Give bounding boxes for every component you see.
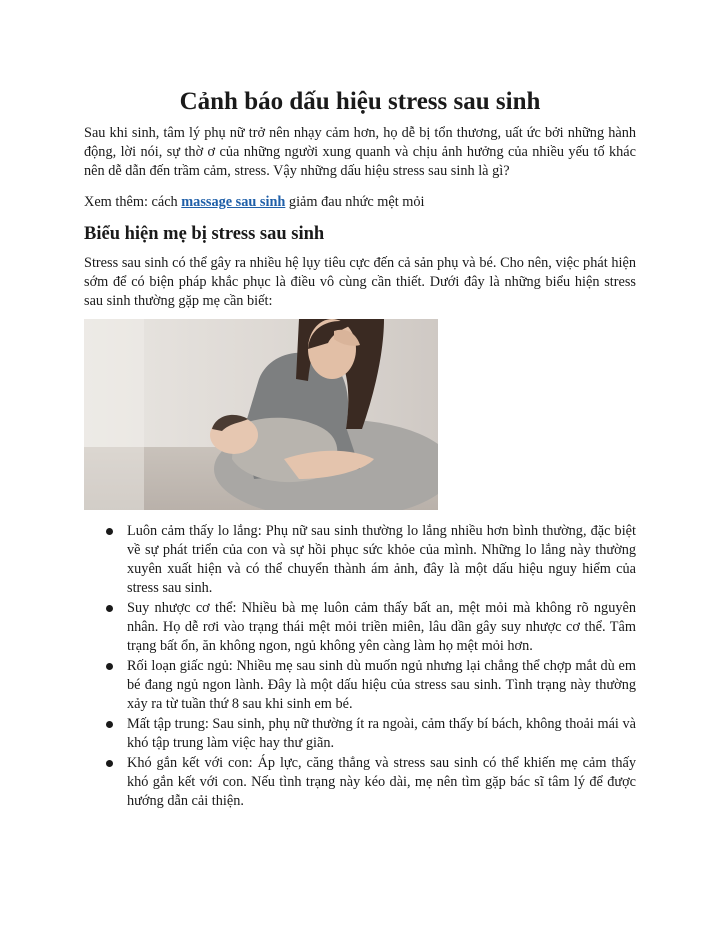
see-also-suffix: giảm đau nhức mệt mỏi (285, 194, 425, 210)
see-also-line (84, 193, 636, 212)
section-paragraph: Stress sau sinh có thể gây ra nhiều hệ lụy tiêu cực đến cả sản phụ và bé. Cho nên, việc phát hiện sớm để có biện pháp khắc phục là điều vô cùng cần thiết. Dưới đây là những biểu hiện stress sau sinh thường gặp mẹ cần biết: (84, 255, 636, 309)
bullet-icon (106, 605, 113, 612)
page-title: Cảnh báo dấu hiệu stress sau sinh (179, 88, 541, 115)
list-item (84, 522, 636, 598)
list-item (84, 599, 636, 656)
see-also-prefix: Xem thêm: cách (84, 194, 182, 210)
list-item-text: Khó gắn kết với con: Áp lực, căng thẳng và stress sau sinh có thể khiến mẹ cảm thấy khó gắn kết với con. Nếu tình trạng này kéo dài, mẹ nên tìm gặp bác sĩ tâm lý để được hướng dẫn cải thiện. (127, 755, 636, 809)
photo-illustration (84, 319, 438, 510)
list-item-text: Suy nhược cơ thể: Nhiều bà mẹ luôn cảm thấy bất an, mệt mỏi mà không rõ nguyên nhân. Họ dễ rơi vào trạng thái mệt mỏi triền miên, lâu dần gây suy nhược cơ thể. Tâm trạng bất ổn, ăn không ngon, ngủ không yên càng làm họ mệt mỏi hơn. (127, 600, 636, 654)
symptom-list (84, 522, 636, 812)
intro-paragraph: Sau khi sinh, tâm lý phụ nữ trở nên nhạy cảm hơn, họ dễ bị tổn thương, uất ức bởi những hành động, lời nói, sự thờ ơ của những người xung quanh và chịu ảnh hưởng của nhiều yếu tố khác nên dễ dẫn đến trầm cảm, stress. Vậy những dấu hiệu stress sau sinh là gì? (84, 125, 636, 179)
list-item-text: Luôn cảm thấy lo lắng: Phụ nữ sau sinh thường lo lắng nhiều hơn bình thường, đặc biệt về sự phát triển của con và sự hồi phục sức khỏe của mình. Những lo lắng này thường xuyên xuất hiện và có thể chuyển thành ám ảnh, đây là một dấu hiệu nguy hiểm của stress sau sinh. (127, 523, 636, 596)
list-item (84, 657, 636, 714)
list-item-text: Mất tập trung: Sau sinh, phụ nữ thường ít ra ngoài, cảm thấy bí bách, không thoải mái và khó tập trung làm việc hay thư giãn. (127, 716, 636, 751)
mother-breastfeeding-photo (84, 319, 438, 510)
bullet-icon (106, 663, 113, 670)
bullet-icon (106, 528, 113, 535)
bullet-icon (106, 760, 113, 767)
list-item (84, 754, 636, 811)
list-item (84, 715, 636, 753)
massage-link[interactable]: massage sau sinh (181, 194, 286, 210)
bullet-icon (106, 721, 113, 728)
list-item-text: Rối loạn giấc ngủ: Nhiều mẹ sau sinh dù muốn ngủ nhưng lại chẳng thể chợp mắt dù em bé đang ngủ ngon lành. Đây là một dấu hiệu của stress sau sinh. Tình trạng này thường xảy ra từ tuần thứ 8 sau khi sinh em bé. (127, 658, 636, 712)
section-heading: Biểu hiện mẹ bị stress sau sinh (84, 224, 325, 244)
